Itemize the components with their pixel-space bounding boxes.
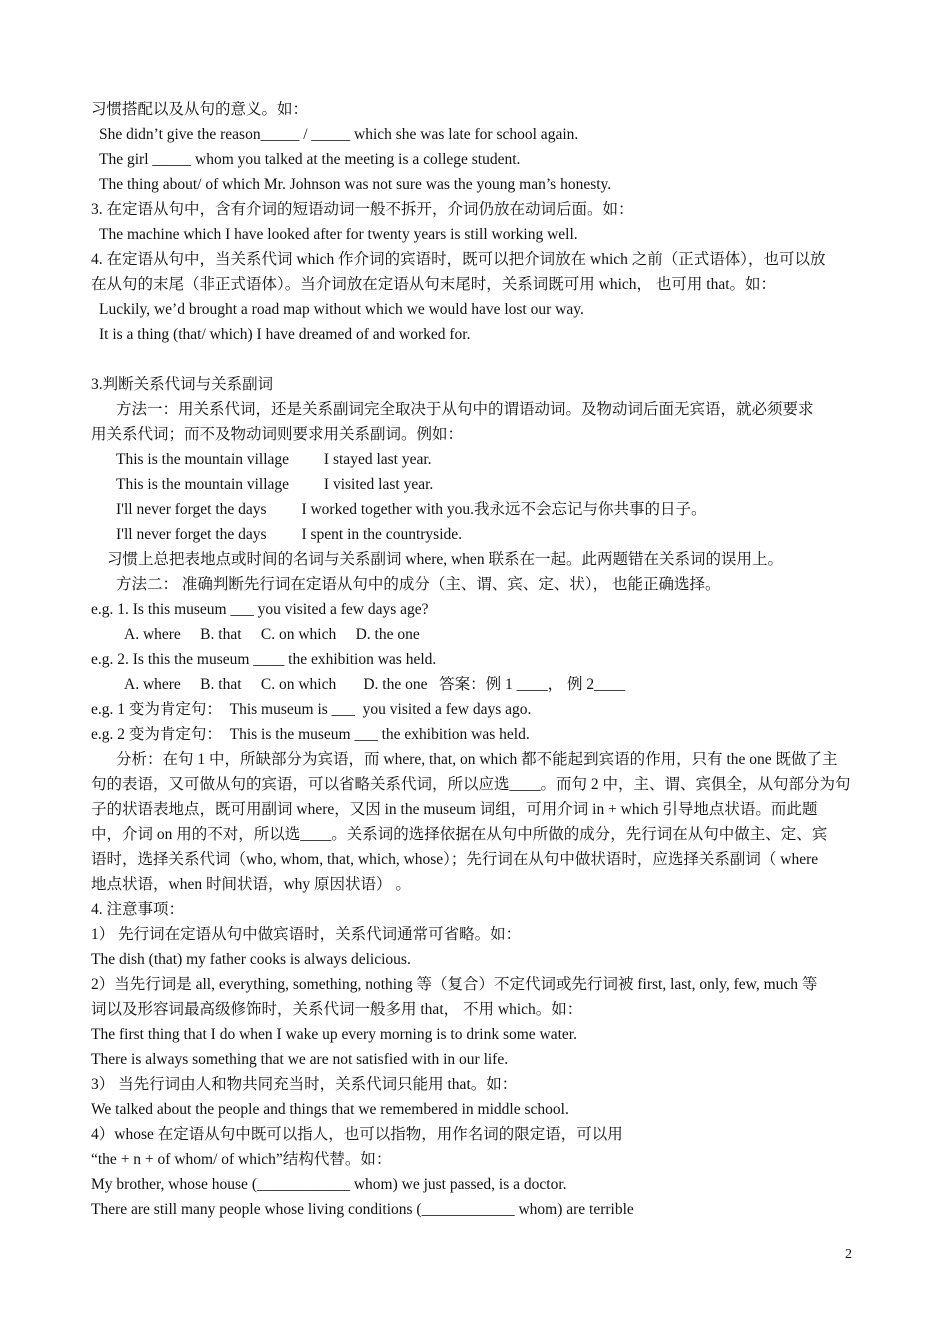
exercise-question: e.g. 2. Is this the museum ____ the exhibition was held.	[91, 651, 437, 668]
note-item: 1） 先行词在定语从句中做宾语时，关系代词通常可省略。如：	[91, 926, 522, 943]
example-sentence: This is the mountain village I visited last year.	[116, 476, 434, 493]
analysis-text: 地点状语，when 时间状语，why 原因状语） 。	[91, 876, 411, 893]
example-sentence: The machine which I have looked after for twenty years is still working well.	[99, 226, 578, 243]
text-line: 在从句的末尾（非正式语体）。当介词放在定语从句末尾时，关系词既可用 which， 也可用 that。如：	[91, 276, 777, 293]
example-sentence: I'll never forget the days I worked together with you.我永远不会忘记与你共事的日子。	[116, 501, 707, 518]
note-item: 3） 当先行词由人和物共同充当时，关系代词只能用 that。如：	[91, 1076, 518, 1093]
example-sentence: The thing about/ of which Mr. Johnson was not sure was the young man’s honesty.	[99, 176, 612, 193]
analysis-text: 中，介词 on 用的不对，所以选____。关系词的选择依据在从句中所做的成分，先行词在从句中做主、定、宾	[91, 826, 828, 843]
text-line: 词以及形容词最高级修饰时，关系代词一般多用 that， 不用 which。如：	[91, 1001, 583, 1018]
note-item: 4）whose 在定语从句中既可以指人，也可以指物，用作名词的限定语，可以用	[91, 1126, 623, 1143]
text-line: “the + n + of whom/ of which”结构代替。如：	[91, 1151, 392, 1168]
text-line: e.g. 1 变为肯定句： This museum is ___ you visited a few days ago.	[91, 701, 532, 718]
example-sentence: My brother, whose house (____________ whom) we just passed, is a doctor.	[91, 1176, 567, 1193]
text-line: 习惯上总把表地点或时间的名词与关系副词 where, when 联系在一起。此两题错在关系词的误用上。	[107, 551, 783, 568]
section-heading: 3.判断关系代词与关系副词	[91, 376, 274, 393]
example-sentence: She didn’t give the reason_____ / _____ which she was late for school again.	[99, 126, 579, 143]
method-text: 方法一：用关系代词，还是关系副词完全取决于从句中的谓语动词。及物动词后面无宾语，就必须要求	[116, 401, 814, 418]
example-sentence: We talked about the people and things that we remembered in middle school.	[91, 1101, 569, 1118]
example-sentence: The first thing that I do when I wake up every morning is to drink some water.	[91, 1026, 577, 1043]
example-sentence: I'll never forget the days I spent in the countryside.	[116, 526, 463, 543]
example-sentence: There is always something that we are not satisfied with in our life.	[91, 1051, 509, 1068]
page-number: 2	[845, 1247, 852, 1262]
rule-item: 4. 在定语从句中，当关系代词 which 作介词的宾语时，既可以把介词放在 which 之前（正式语体），也可以放	[91, 251, 826, 268]
example-sentence: There are still many people whose living conditions (____________ whom) are terrible	[91, 1201, 634, 1218]
analysis-text: 句的表语，又可做从句的宾语，可以省略关系代词，所以应选____。而句 2 中，主、谓、宾俱全，从句部分为句	[91, 776, 851, 793]
text-line: e.g. 2 变为肯定句： This is the museum ___ the exhibition was held.	[91, 726, 530, 743]
analysis-text: 语时，选择关系代词（who, whom, that, which, whose）；先行词在从句中做状语时，应选择关系副词（ where	[91, 851, 819, 868]
example-sentence: The girl _____ whom you talked at the meeting is a college student.	[99, 151, 521, 168]
analysis-text: 分析：在句 1 中，所缺部分为宾语，而 where, that, on which 都不能起到宾语的作用，只有 the one 既做了主	[116, 751, 838, 768]
note-item: 2）当先行词是 all, everything, something, nothing 等（复合）不定代词或先行词被 first, last, only, few, much 等	[91, 976, 818, 993]
example-sentence: It is a thing (that/ which) I have dreamed of and worked for.	[99, 326, 471, 343]
example-sentence: Luckily, we’d brought a road map without which we would have lost our way.	[99, 301, 584, 318]
section-heading: 4. 注意事项：	[91, 901, 185, 918]
exercise-options: A. where B. that C. on which D. the one	[124, 626, 420, 643]
text-line: 习惯搭配以及从句的意义。如：	[91, 101, 309, 118]
method-text: 方法二： 准确判断先行词在定语从句中的成分（主、谓、宾、定、状）， 也能正确选择。	[116, 576, 721, 593]
rule-item: 3. 在定语从句中，含有介词的短语动词一般不拆开，介词仍放在动词后面。如：	[91, 201, 634, 218]
exercise-question: e.g. 1. Is this museum ___ you visited a few days age?	[91, 601, 429, 618]
example-sentence: This is the mountain village I stayed last year.	[116, 451, 432, 468]
analysis-text: 子的状语表地点，既可用副词 where，又因 in the museum 词组，可用介词 in + which 引导地点状语。而此题	[91, 801, 818, 818]
exercise-options: A. where B. that C. on which D. the one 答案：例 1 ____， 例 2____	[124, 676, 626, 693]
example-sentence: The dish (that) my father cooks is always delicious.	[91, 951, 411, 968]
text-line: 用关系代词；而不及物动词则要求用关系副词。例如：	[91, 426, 464, 443]
